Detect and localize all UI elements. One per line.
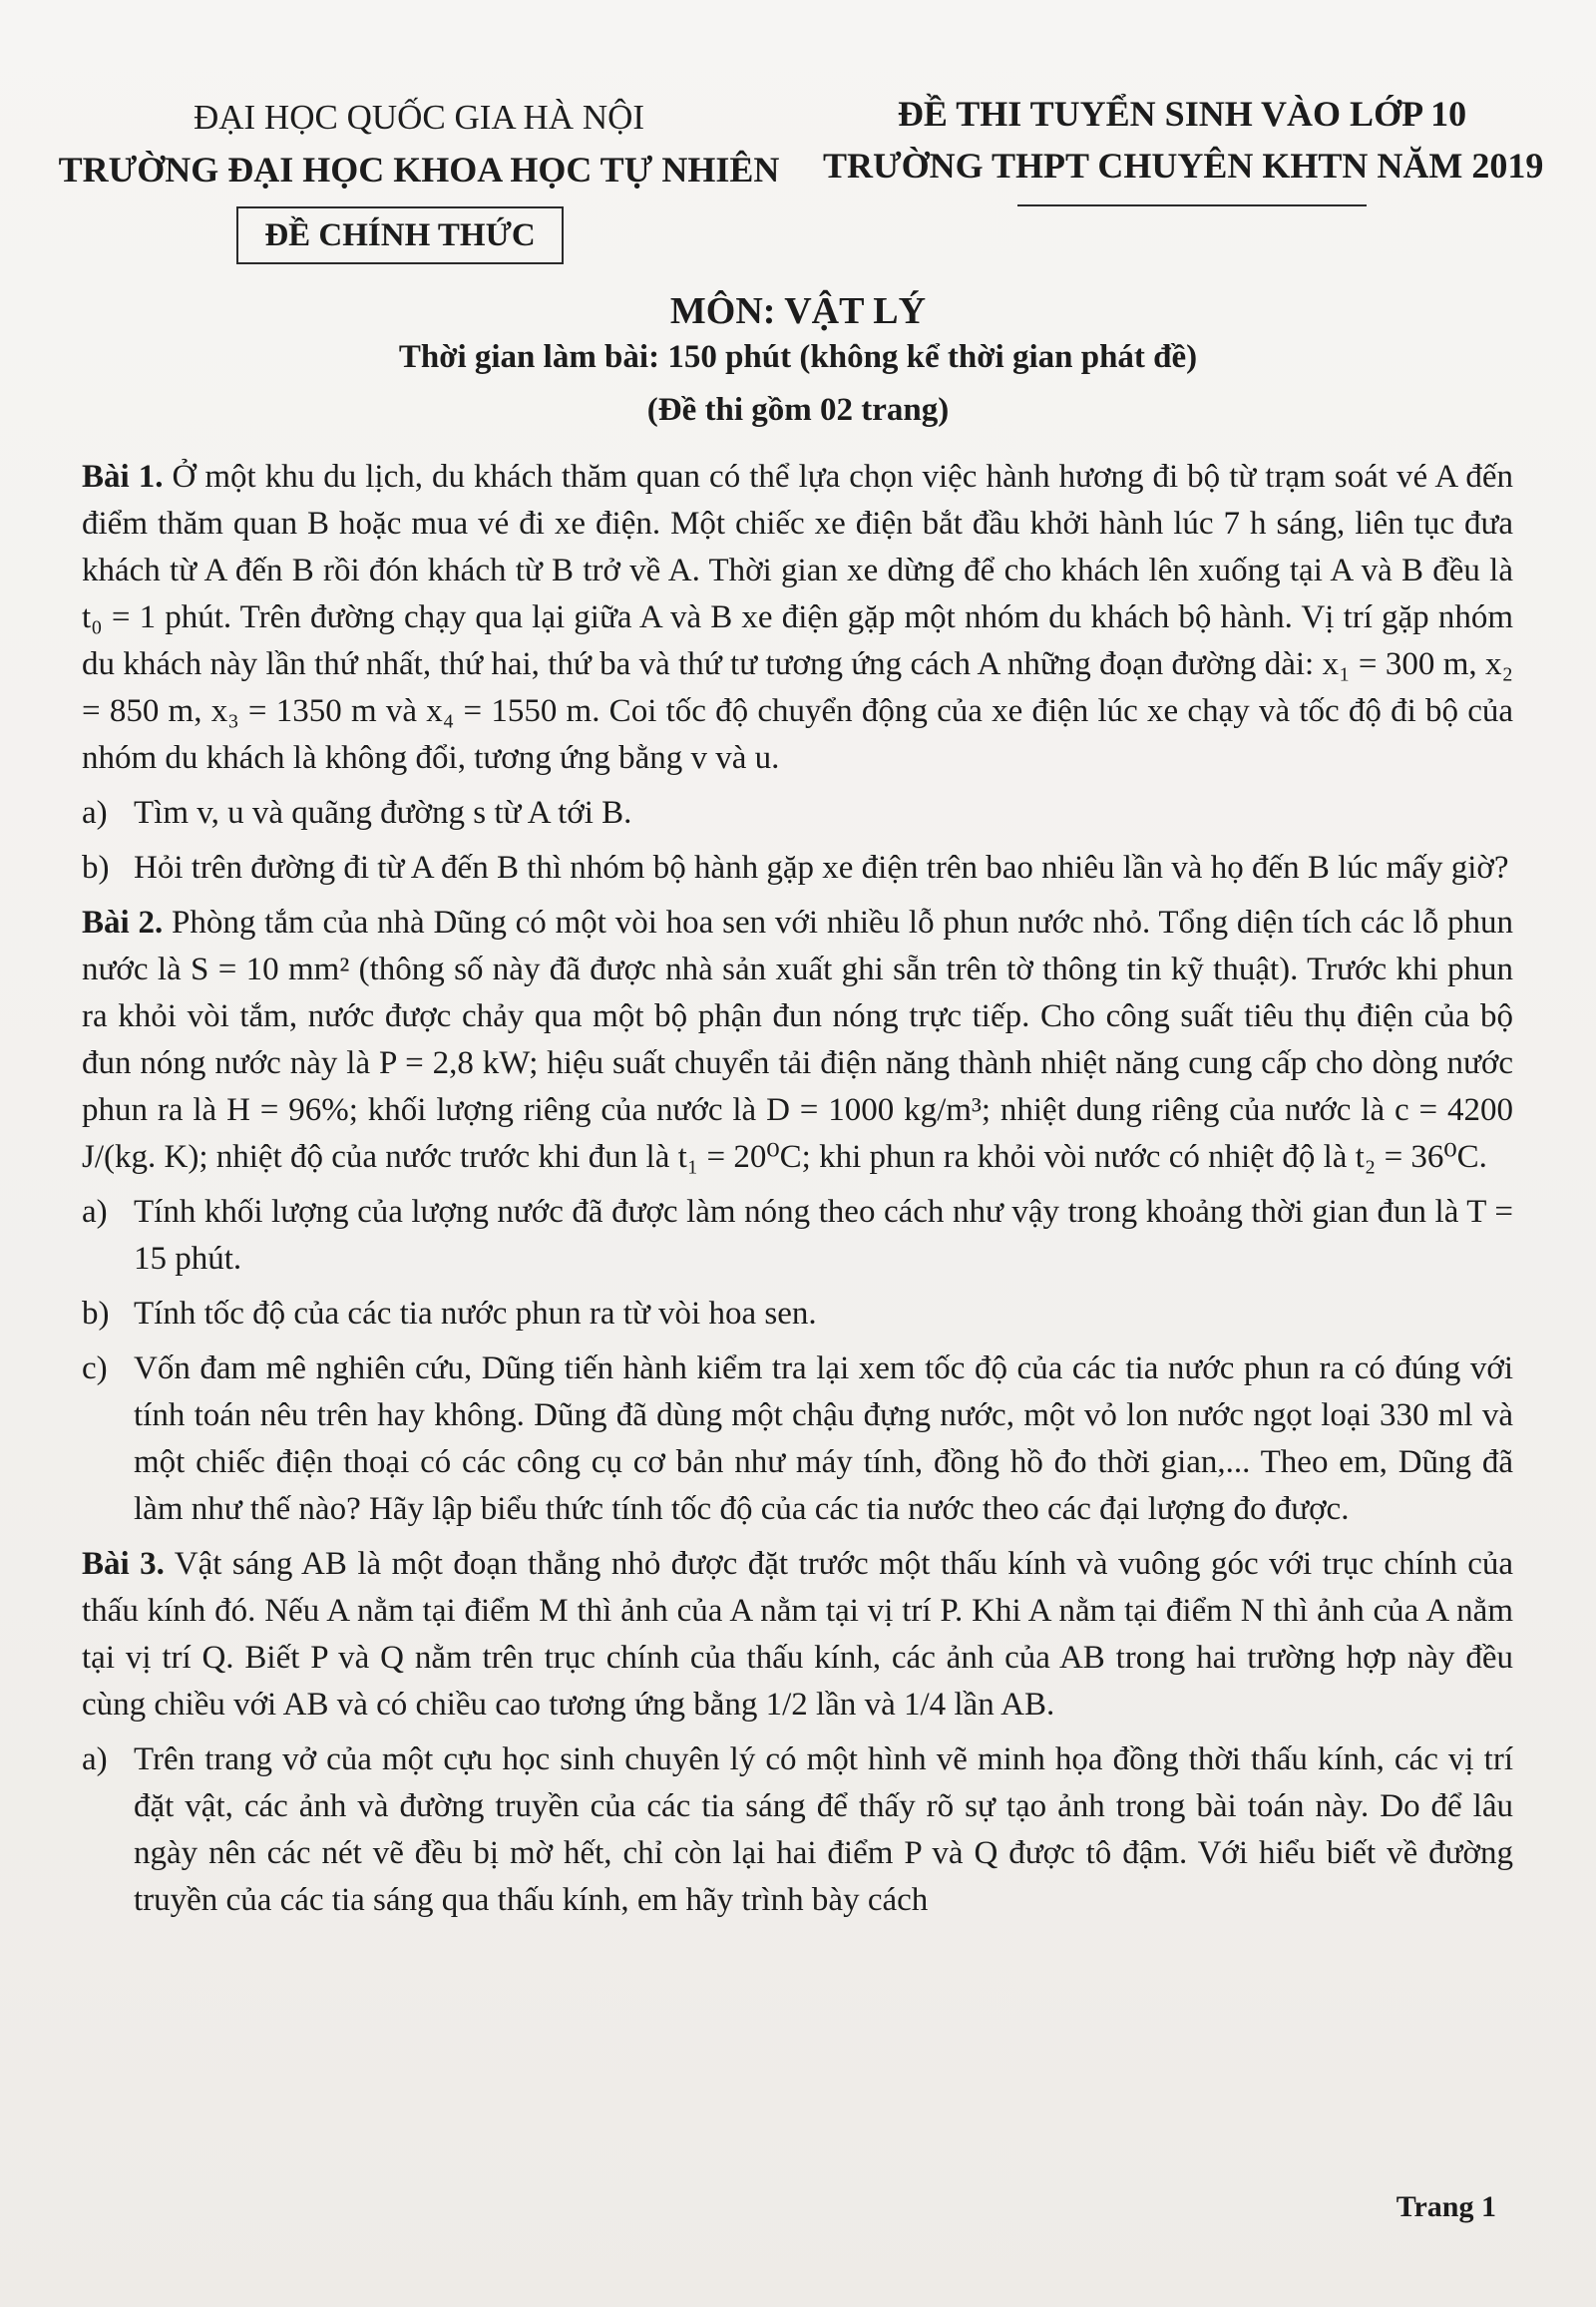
part-text: Vốn đam mê nghiên cứu, Dũng tiến hành kiểm tra lại xem tốc độ của các tia nước phun ra có đúng với tính toán nêu trên hay không. Dũng đã dùng một chậu đựng nước, một vỏ lon nước ngọt loại 330 ml và một chiếc điện thoại có các công cụ cơ bản như máy tính, đồng hồ đo thời gian,... Theo em, Dũng đã làm như thế nào? Hãy lập biểu thức tính tốc độ của các tia nước theo các đại lượng đo được.: [134, 1350, 1513, 1527]
part-text: Hỏi trên đường đi từ A đến B thì nhóm bộ hành gặp xe điện trên bao nhiêu lần và họ đến B lúc mấy giờ?: [134, 850, 1509, 886]
part-text: Tính khối lượng của lượng nước đã được làm nóng theo cách như vậy trong khoảng thời gian đun là T = 15 phút.: [134, 1194, 1513, 1277]
university-name: ĐẠI HỌC QUỐC GIA HÀ NỘI: [193, 98, 645, 137]
part-text: Tìm v, u và quãng đường s từ A tới B.: [134, 795, 632, 831]
problem-3-part-a: [82, 1736, 1513, 1924]
problem-2-part-c: [82, 1346, 1513, 1533]
problem-3: [82, 1541, 1513, 1729]
problem-1-part-b: [82, 845, 1513, 892]
problem-text: Phòng tắm của nhà Dũng có một vòi hoa sen với nhiều lỗ phun nước nhỏ. Tổng diện tích các lỗ phun nước là S = 10 mm² (thông số này đã được nhà sản xuất ghi sẵn trên tờ thông tin kỹ thuật). Trước khi phun ra khỏi vòi tắm, nước được chảy qua một bộ phận đun nóng trực tiếp. Cho công suất tiêu thụ điện của bộ đun nóng nước này là P = 2,8 kW; hiệu suất chuyển tải điện năng thành nhiệt năng cung cấp cho dòng nước phun ra là H = 96%; khối lượng riêng của nước là D = 1000 kg/m³; nhiệt dung riêng của nước là c = 4200 J/(kg. K); nhiệt độ của nước trước khi đun là t₁ = 20⁰C; khi phun ra khỏi vòi nước có nhiệt độ là t₂ = 36⁰C.: [82, 905, 1513, 1175]
header-right: [823, 88, 1544, 192]
problem-label: Bài 1.: [82, 459, 164, 495]
problem-2-part-a: [82, 1189, 1513, 1283]
problem-label: Bài 3.: [82, 1546, 165, 1582]
part-label: b): [82, 850, 110, 886]
part-text: Trên trang vở của một cựu học sinh chuyên lý có một hình vẽ minh họa đồng thời thấu kính, các vị trí đặt vật, các ảnh và đường truyền của các tia sáng để thấy rõ sự tạo ảnh trong bài toán này. Do để lâu ngày nên các nét vẽ đều bị mờ hết, chỉ còn lại hai điểm P và Q được tô đậm. Với hiểu biết về đường truyền của các tia sáng qua thấu kính, em hãy trình bày cách: [134, 1741, 1513, 1918]
problem-1-part-a: [82, 790, 1513, 837]
problem-text: Vật sáng AB là một đoạn thẳng nhỏ được đặt trước một thấu kính và vuông góc với trục chính của thấu kính đó. Nếu A nằm tại điểm M thì ảnh của A nằm tại vị trí P. Khi A nằm tại điểm N thì ảnh của A nằm tại vị trí Q. Biết P và Q nằm trên trục chính của thấu kính, các ảnh của AB trong hai trường hợp này đều cùng chiều với AB và có chiều cao tương ứng bằng 1/2 lần và 1/4 lần AB.: [82, 1546, 1513, 1723]
part-label: b): [82, 1296, 110, 1332]
header-left: [50, 92, 788, 195]
problem-2-part-b: [82, 1291, 1513, 1338]
exam-content: [82, 454, 1513, 1932]
subject-title: MÔN: VẬT LÝ: [669, 290, 927, 332]
part-label: a): [82, 1741, 108, 1777]
time-limit: Thời gian làm bài: 150 phút (không kể thời gian phát đề): [398, 339, 1198, 375]
part-label: a): [82, 1194, 108, 1230]
part-label: a): [82, 795, 108, 831]
part-label: c): [82, 1350, 108, 1386]
part-text: Tính tốc độ của các tia nước phun ra từ vòi hoa sen.: [134, 1296, 817, 1332]
problem-label: Bài 2.: [82, 905, 164, 941]
page-count: (Đề thi gồm 02 trang): [646, 392, 950, 428]
header-underline: [1017, 204, 1367, 206]
school-name: TRƯỜNG ĐẠI HỌC KHOA HỌC TỰ NHIÊN: [58, 150, 780, 190]
problem-text: Ở một khu du lịch, du khách thăm quan có thể lựa chọn việc hành hương đi bộ từ trạm soát vé A đến điểm thăm quan B hoặc mua vé đi xe điện. Một chiếc xe điện bắt đầu khởi hành lúc 7 h sáng, liên tục đưa khách từ A đến B rồi đón khách từ B trở về A. Thời gian xe dừng để cho khách lên xuống tại A và B đều là t₀ = 1 phút. Trên đường chạy qua lại giữa A và B xe điện gặp một nhóm du khách bộ hành. Vị trí gặp nhóm du khách này lần thứ nhất, thứ hai, thứ ba và thứ tư tương ứng cách A những đoạn đường dài: x₁ = 300 m, x₂ = 850 m, x₃ = 1350 m và x₄ = 1550 m. Coi tốc độ chuyển động của xe điện lúc xe chạy và tốc độ đi bộ của nhóm du khách là không đổi, tương ứng bằng v và u.: [82, 459, 1514, 776]
problem-2: [82, 900, 1513, 1181]
problem-1: [82, 454, 1513, 782]
official-stamp: ĐỀ CHÍNH THỨC: [236, 206, 564, 264]
exam-title: ĐỀ THI TUYỂN SINH VÀO LỚP 10: [897, 94, 1467, 134]
page-number: Trang 1: [1396, 2190, 1496, 2223]
exam-school: TRƯỜNG THPT CHUYÊN KHTN NĂM 2019: [823, 146, 1544, 186]
